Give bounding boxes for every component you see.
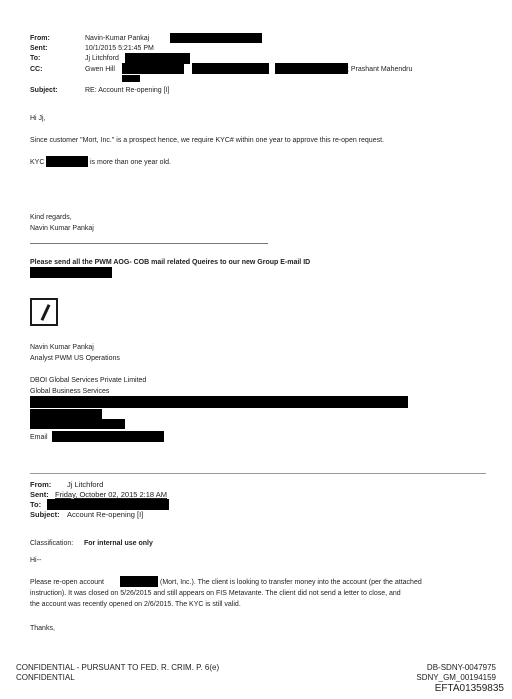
signature-title: Analyst PWM US Operations <box>30 355 120 362</box>
kyc-suffix: is more than one year old. <box>90 159 171 166</box>
closing-name: Navin Kumar Pankaj <box>30 225 94 232</box>
footer-bates-1: DB-SDNY-0047975 <box>426 663 496 672</box>
to-label-2: To: <box>30 500 42 509</box>
from-value-2: Jj Litchford <box>67 480 104 489</box>
redaction <box>192 63 269 74</box>
signature-email-label: Email <box>30 434 48 441</box>
sent-value-2: Friday, October 02, 2015 2:18 AM <box>55 490 168 499</box>
sent-label-2: Sent: <box>30 490 49 499</box>
from-label: From: <box>30 35 50 42</box>
subject-label-2: Subject: <box>30 510 60 519</box>
classification-value: For internal use only <box>84 540 153 547</box>
greeting: Hi Jj, <box>30 115 46 122</box>
redaction <box>122 63 184 74</box>
redaction <box>120 576 158 587</box>
signature-division: Global Business Services <box>30 388 110 395</box>
body-line-2: instruction). It was closed on 5/26/2015 and still appears on FIS Metavante. The client did not send a letter to close, and <box>30 590 401 597</box>
cc-value: Gwen Hill <box>85 66 115 73</box>
body-line-3: the account was recently opened on 2/6/2015. The KYC is still valid. <box>30 601 241 608</box>
body-paragraph: Since customer "Mort, Inc." is a prospect hence, we require KYC# within one year to approve this re-open request. <box>30 137 384 144</box>
closing-2: Thanks, <box>30 625 55 632</box>
body-prefix: Please re-open account <box>30 579 104 586</box>
closing: Kind regards, <box>30 214 72 221</box>
footer-confidential-1: CONFIDENTIAL - PURSUANT TO FED. R. CRIM. P. 6(e) <box>16 663 220 672</box>
to-value: Jj Litchford <box>85 55 119 62</box>
subject-value: RE: Account Re-opening [I] <box>85 87 170 94</box>
signature-name: Navin Kumar Pankaj <box>30 344 94 351</box>
redaction <box>170 33 262 43</box>
body-line-1: (Mort, Inc.). The client is looking to transfer money into the account (per the attached <box>160 579 422 586</box>
kyc-prefix: KYC <box>30 159 45 166</box>
signature-company: DBOI Global Services Private Limited <box>30 377 147 384</box>
cc-tail: ; Prashant Mahendru <box>347 66 413 73</box>
subject-value-2: Account Re-opening [I] <box>67 510 144 519</box>
footer-bates-2: SDNY_GM_00194159 <box>416 673 496 682</box>
divider <box>30 473 486 474</box>
company-logo <box>30 298 58 326</box>
footer-confidential-2: CONFIDENTIAL <box>16 673 75 682</box>
redaction <box>30 267 112 278</box>
cc-label: CC: <box>30 66 43 73</box>
to-label: To: <box>30 55 41 62</box>
redaction <box>122 75 140 82</box>
redaction <box>30 396 408 408</box>
redaction <box>30 419 125 429</box>
redaction <box>30 409 102 419</box>
from-label-2: From: <box>30 480 52 489</box>
redaction <box>52 431 164 442</box>
redaction <box>47 499 169 510</box>
divider <box>30 243 268 244</box>
classification-label: Classification: <box>30 540 74 547</box>
group-email-notice: Please send all the PWM AOG- COB mail related Queires to our new Group E-mail ID <box>30 259 311 266</box>
sent-value: 10/1/2015 5:21:45 PM <box>85 45 154 52</box>
footer-efta-id: EFTA01359835 <box>434 683 504 694</box>
redaction <box>275 63 348 74</box>
redaction <box>46 156 88 167</box>
greeting-2: Hi-- <box>30 557 42 564</box>
from-value: Navin-Kumar Pankaj <box>85 35 150 42</box>
sent-label: Sent: <box>30 45 48 52</box>
subject-label: Subject: <box>30 87 58 94</box>
